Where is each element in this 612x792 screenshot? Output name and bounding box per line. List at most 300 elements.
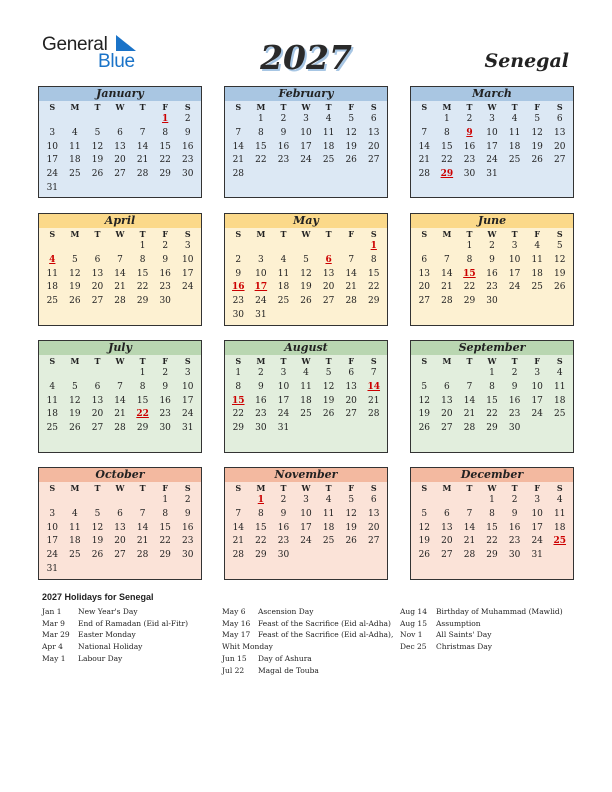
day-cell: 15: [486, 395, 498, 406]
holiday-day-cell: 1: [162, 114, 169, 124]
day-cell: 2: [184, 114, 191, 124]
weekday-label: T: [94, 356, 101, 366]
day-cell: 1: [162, 495, 169, 505]
empty-day-cell: [503, 168, 526, 182]
day-cell: 9: [162, 254, 169, 265]
day-cell: 7: [235, 508, 242, 519]
day-cell: 22: [159, 155, 171, 166]
day-cell: 30: [508, 423, 521, 434]
day-cell: 30: [232, 309, 245, 320]
weekday-label: S: [421, 102, 428, 112]
day-cell: 15: [159, 522, 171, 533]
day-cell: 14: [136, 141, 149, 152]
day-cell: 3: [258, 254, 264, 265]
holiday-item: [400, 618, 578, 630]
day-cell: 14: [463, 395, 476, 406]
day-cell: 9: [511, 381, 518, 392]
day-cell: 1: [489, 495, 495, 505]
day-cell: 27: [91, 296, 104, 307]
week-row: [411, 535, 573, 549]
day-cell: 11: [322, 127, 335, 138]
day-cell: 4: [534, 241, 541, 251]
day-cell: 14: [441, 268, 453, 279]
weekday-label: S: [235, 483, 242, 493]
day-cell: 11: [69, 141, 81, 152]
day-cell: 9: [489, 254, 495, 265]
day-cell: 26: [418, 423, 431, 434]
holiday-name: Ascension Day: [258, 607, 314, 616]
day-cell: 5: [325, 368, 332, 378]
day-cell: 24: [277, 409, 290, 420]
holiday-item: [222, 653, 397, 665]
holiday-name: New Year's Day: [78, 607, 138, 616]
day-cell: 7: [421, 127, 428, 138]
day-cell: 8: [162, 127, 169, 138]
day-cell: 21: [114, 282, 126, 293]
day-cell: 15: [159, 141, 171, 152]
day-cell: 24: [255, 296, 267, 307]
day-cell: 29: [159, 550, 171, 561]
day-cell: 11: [554, 381, 566, 392]
day-cell: 10: [300, 508, 312, 519]
day-cell: 6: [94, 381, 101, 392]
day-cell: 20: [114, 155, 126, 166]
weekday-header: [39, 482, 201, 494]
weekday-label: W: [301, 102, 311, 112]
month-april: [38, 213, 202, 326]
day-cell: 13: [441, 395, 453, 406]
day-cell: 13: [322, 268, 335, 279]
day-cell: 23: [486, 282, 498, 293]
day-cell: 23: [159, 409, 171, 420]
day-cell: 20: [554, 141, 566, 152]
empty-day-cell: [131, 182, 154, 196]
week-row: [39, 494, 201, 508]
weekday-label: S: [235, 102, 242, 112]
holiday-date: May 16: [222, 618, 251, 628]
empty-day-cell: [317, 549, 340, 563]
day-cell: 28: [368, 409, 380, 420]
empty-day-cell: [131, 113, 154, 127]
day-cell: 2: [184, 495, 191, 505]
day-cell: 10: [300, 127, 312, 138]
day-cell: 22: [159, 536, 171, 547]
holiday-day-cell: 4: [49, 254, 56, 265]
weekday-label: M: [256, 229, 266, 239]
week-row: [411, 268, 573, 282]
holiday-name: Birthday of Muhammad (Mawlid): [436, 607, 563, 616]
weekday-label: M: [256, 483, 266, 493]
day-cell: 23: [182, 155, 194, 166]
weekday-label: S: [421, 229, 428, 239]
weekday-label: F: [348, 229, 355, 239]
day-cell: 9: [280, 508, 287, 519]
month-name: February: [225, 87, 387, 101]
day-cell: 21: [114, 409, 126, 420]
day-cell: 3: [534, 368, 541, 378]
day-cell: 8: [139, 381, 146, 392]
day-cell: 31: [277, 423, 290, 434]
weekday-label: S: [556, 229, 563, 239]
day-cell: 24: [46, 550, 59, 561]
weekday-label: T: [280, 102, 287, 112]
week-row: [411, 395, 573, 409]
day-cell: 22: [368, 282, 380, 293]
day-cell: 16: [182, 141, 194, 152]
holiday-date: Jan 1: [42, 607, 62, 616]
empty-day-cell: [413, 113, 436, 127]
empty-day-cell: [362, 422, 385, 436]
day-cell: 29: [232, 423, 245, 434]
holiday-item: [42, 606, 212, 618]
day-cell: 20: [441, 409, 453, 420]
day-cell: 16: [277, 522, 290, 533]
day-cell: 26: [345, 536, 357, 547]
week-row: [411, 381, 573, 395]
day-cell: 16: [182, 522, 194, 533]
day-cell: 18: [322, 141, 335, 152]
day-cell: 15: [368, 268, 380, 279]
month-name: October: [39, 468, 201, 482]
day-cell: 28: [463, 550, 476, 561]
holiday-item: [222, 665, 397, 677]
day-cell: 23: [277, 155, 290, 166]
day-cell: 24: [300, 155, 312, 166]
empty-day-cell: [176, 563, 199, 577]
month-december: [410, 467, 574, 580]
week-row: [225, 535, 387, 549]
weekday-label: W: [115, 356, 125, 366]
holiday-date: Jun 15: [222, 653, 247, 663]
day-cell: 13: [368, 508, 380, 519]
day-cell: 26: [91, 550, 104, 561]
day-cell: 26: [418, 550, 431, 561]
day-cell: 13: [368, 127, 380, 138]
month-june: [410, 213, 574, 326]
empty-day-cell: [548, 549, 571, 563]
day-cell: 20: [114, 536, 126, 547]
day-cell: 14: [136, 522, 149, 533]
week-row: [39, 408, 201, 422]
day-cell: 28: [232, 169, 245, 180]
day-cell: 9: [184, 127, 191, 138]
day-cell: 2: [258, 368, 264, 378]
weekday-label: M: [70, 483, 80, 493]
day-cell: 6: [556, 114, 563, 124]
day-cell: 25: [508, 155, 521, 166]
week-row: [225, 240, 387, 254]
day-cell: 19: [418, 409, 431, 420]
day-cell: 6: [348, 368, 355, 378]
weekday-label: T: [325, 229, 332, 239]
day-cell: 28: [136, 550, 149, 561]
day-cell: 31: [46, 563, 59, 574]
day-cell: 8: [489, 508, 495, 519]
day-cell: 28: [114, 296, 126, 307]
day-cell: 22: [255, 536, 267, 547]
day-cell: 3: [534, 495, 541, 505]
day-cell: 30: [159, 423, 171, 434]
weekday-label: T: [511, 102, 518, 112]
weekday-label: W: [487, 356, 497, 366]
day-cell: 9: [511, 508, 518, 519]
empty-day-cell: [548, 168, 571, 182]
empty-day-cell: [41, 240, 64, 254]
weekday-label: M: [442, 229, 452, 239]
day-cell: 24: [46, 169, 59, 180]
day-cell: 14: [463, 522, 476, 533]
day-cell: 20: [418, 282, 431, 293]
holiday-item: [42, 641, 212, 653]
empty-day-cell: [131, 494, 154, 508]
day-cell: 3: [303, 114, 309, 124]
day-cell: 15: [486, 522, 498, 533]
day-cell: 29: [136, 296, 149, 307]
day-cell: 2: [489, 241, 495, 251]
empty-day-cell: [86, 182, 109, 196]
month-name: May: [225, 214, 387, 228]
week-row: [225, 395, 387, 409]
weekday-label: T: [94, 102, 101, 112]
day-cell: 27: [441, 550, 453, 561]
day-cell: 24: [486, 155, 498, 166]
empty-day-cell: [413, 494, 436, 508]
weekday-label: S: [49, 356, 56, 366]
day-cell: 16: [277, 141, 290, 152]
day-cell: 5: [421, 508, 428, 519]
weekday-header: [225, 482, 387, 494]
week-row: [411, 141, 573, 155]
week-row: [39, 154, 201, 168]
day-cell: 8: [444, 127, 450, 138]
day-cell: 18: [508, 141, 521, 152]
day-cell: 4: [303, 368, 309, 378]
day-cell: 10: [486, 127, 498, 138]
month-name: July: [39, 341, 201, 355]
week-row: [225, 422, 387, 436]
holiday-day-cell: 22: [136, 409, 149, 420]
day-cell: 18: [554, 395, 566, 406]
day-cell: 30: [182, 550, 194, 561]
weekday-label: M: [256, 102, 266, 112]
week-row: [411, 422, 573, 436]
weekday-label: T: [139, 102, 146, 112]
holiday-name: All Saints' Day: [436, 630, 492, 640]
day-cell: 26: [91, 169, 104, 180]
day-cell: 22: [136, 282, 149, 293]
week-row: [225, 168, 387, 182]
holiday-name: Christmas Day: [436, 642, 492, 652]
day-cell: 4: [511, 114, 518, 124]
empty-day-cell: [86, 240, 109, 254]
day-cell: 11: [277, 268, 290, 279]
weekday-header: [411, 355, 573, 367]
day-cell: 22: [486, 409, 498, 420]
empty-day-cell: [503, 295, 526, 309]
day-cell: 30: [463, 169, 476, 180]
day-cell: 21: [136, 536, 149, 547]
day-cell: 10: [508, 254, 521, 265]
day-cell: 19: [531, 141, 543, 152]
week-row: [225, 522, 387, 536]
empty-day-cell: [340, 240, 363, 254]
day-cell: 10: [531, 508, 543, 519]
empty-day-cell: [317, 422, 340, 436]
empty-day-cell: [340, 422, 363, 436]
weekday-label: F: [348, 483, 355, 493]
weekday-label: F: [534, 356, 541, 366]
day-cell: 12: [418, 522, 431, 533]
day-cell: 4: [280, 254, 287, 265]
day-cell: 30: [508, 550, 521, 561]
day-cell: 18: [531, 268, 543, 279]
empty-day-cell: [41, 113, 64, 127]
holiday-item: [42, 629, 212, 641]
weekday-label: W: [487, 483, 497, 493]
logo-general-text: General: [42, 34, 108, 55]
day-cell: 12: [531, 127, 543, 138]
day-cell: 1: [489, 368, 495, 378]
day-cell: 28: [232, 550, 245, 561]
week-row: [39, 381, 201, 395]
week-row: [39, 141, 201, 155]
holiday-date: Aug 15: [400, 618, 427, 628]
holiday-day-cell: 25: [553, 536, 567, 547]
day-cell: 27: [114, 550, 126, 561]
empty-day-cell: [64, 182, 87, 196]
day-cell: 9: [235, 268, 242, 279]
week-row: [225, 367, 387, 381]
day-cell: 17: [300, 522, 312, 533]
day-cell: 4: [72, 127, 78, 138]
weekday-label: S: [370, 229, 377, 239]
day-cell: 21: [441, 282, 453, 293]
day-cell: 17: [277, 395, 290, 406]
day-cell: 19: [418, 536, 431, 547]
weekday-label: F: [348, 102, 355, 112]
day-cell: 21: [463, 409, 476, 420]
day-cell: 12: [69, 268, 81, 279]
day-cell: 29: [159, 169, 171, 180]
day-cell: 1: [139, 241, 146, 251]
day-cell: 30: [486, 296, 498, 307]
weekday-label: M: [256, 356, 266, 366]
holiday-item: [400, 629, 578, 641]
day-cell: 11: [46, 268, 59, 279]
empty-day-cell: [154, 182, 177, 196]
day-cell: 16: [159, 268, 171, 279]
day-cell: 10: [182, 254, 194, 265]
weekday-header: [225, 355, 387, 367]
day-cell: 1: [444, 114, 450, 124]
day-cell: 16: [255, 395, 267, 406]
day-cell: 18: [69, 536, 81, 547]
day-cell: 2: [280, 495, 287, 505]
week-row: [225, 127, 387, 141]
empty-day-cell: [362, 168, 385, 182]
weekday-label: S: [421, 356, 428, 366]
weekday-label: M: [442, 102, 452, 112]
empty-day-cell: [109, 563, 132, 577]
logo-blue-text: Blue: [98, 51, 135, 72]
day-cell: 29: [486, 423, 498, 434]
day-cell: 17: [531, 395, 543, 406]
day-cell: 24: [531, 409, 543, 420]
holiday-date: Dec 25: [400, 642, 427, 652]
day-cell: 25: [69, 169, 81, 180]
day-cell: 19: [345, 141, 357, 152]
holiday-day-cell: 1: [257, 495, 264, 505]
empty-day-cell: [86, 494, 109, 508]
day-cell: 13: [441, 522, 453, 533]
day-cell: 19: [91, 536, 104, 547]
day-cell: 27: [91, 423, 104, 434]
day-cell: 13: [345, 381, 357, 392]
day-cell: 17: [182, 268, 194, 279]
day-cell: 24: [182, 282, 194, 293]
holiday-name: Labour Day: [78, 653, 123, 663]
weekday-label: S: [49, 102, 56, 112]
day-cell: 4: [556, 495, 563, 505]
holiday-item: [222, 629, 397, 641]
day-cell: 12: [91, 141, 104, 152]
day-cell: 7: [348, 254, 355, 265]
week-row: [411, 494, 573, 508]
day-cell: 15: [441, 141, 453, 152]
day-cell: 10: [182, 381, 194, 392]
weekday-label: F: [162, 102, 169, 112]
day-cell: 1: [235, 368, 242, 378]
empty-day-cell: [526, 295, 549, 309]
day-cell: 16: [463, 141, 476, 152]
empty-day-cell: [64, 494, 87, 508]
weekday-label: S: [370, 356, 377, 366]
week-row: [225, 113, 387, 127]
week-row: [39, 240, 201, 254]
empty-day-cell: [548, 422, 571, 436]
empty-day-cell: [227, 494, 250, 508]
day-cell: 18: [322, 522, 335, 533]
week-row: [39, 535, 201, 549]
day-cell: 28: [418, 169, 431, 180]
day-cell: 24: [182, 409, 194, 420]
holiday-name: Magal de Touba: [258, 665, 319, 675]
day-cell: 9: [162, 381, 169, 392]
day-cell: 31: [531, 550, 543, 561]
day-cell: 13: [418, 268, 431, 279]
day-cell: 31: [46, 182, 59, 193]
day-cell: 5: [72, 381, 78, 392]
day-cell: 8: [258, 127, 264, 138]
day-cell: 7: [139, 127, 146, 138]
week-row: [411, 127, 573, 141]
empty-day-cell: [295, 422, 318, 436]
week-row: [411, 168, 573, 182]
day-cell: 19: [345, 522, 357, 533]
weekday-label: T: [511, 229, 518, 239]
week-row: [225, 268, 387, 282]
day-cell: 4: [325, 114, 332, 124]
month-name: November: [225, 468, 387, 482]
weekday-label: T: [139, 229, 146, 239]
day-cell: 23: [159, 282, 171, 293]
day-cell: 26: [554, 282, 566, 293]
holiday-column: [222, 606, 397, 676]
weekday-label: F: [162, 356, 169, 366]
weekday-label: T: [511, 483, 518, 493]
day-cell: 12: [69, 395, 81, 406]
day-cell: 17: [182, 395, 194, 406]
